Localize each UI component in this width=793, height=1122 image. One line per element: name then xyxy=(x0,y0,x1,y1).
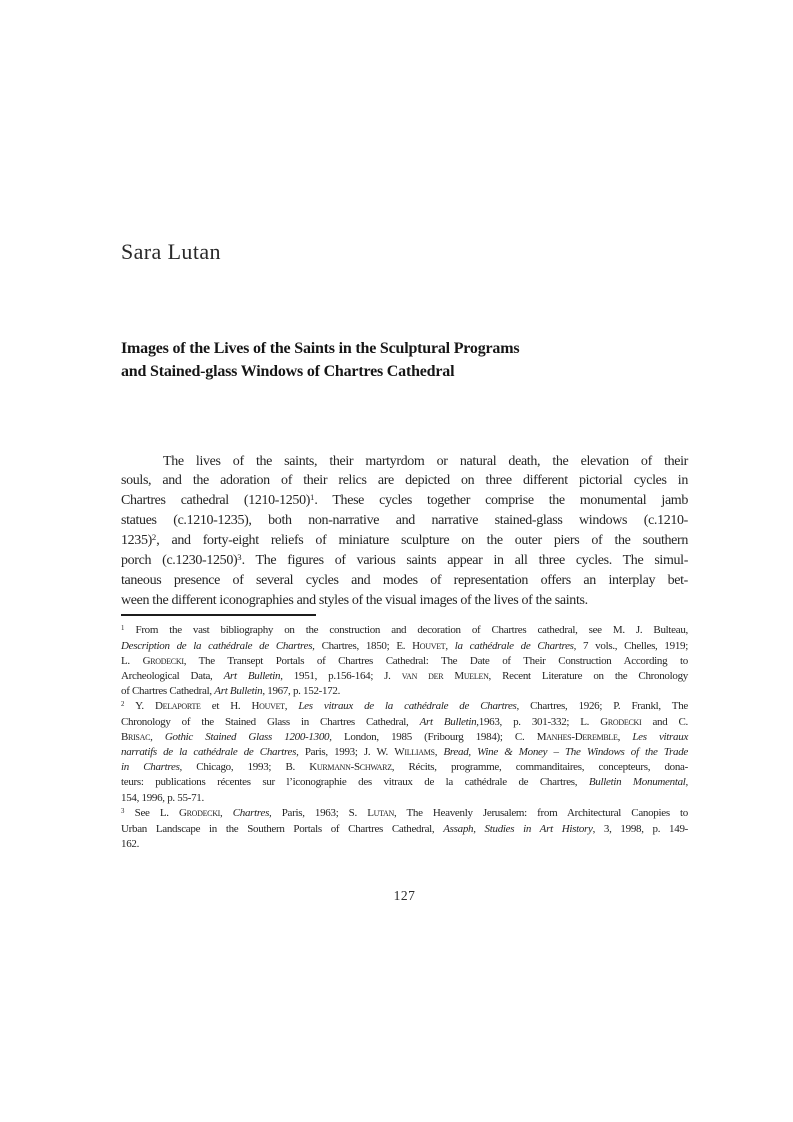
italic-text: Chartres, xyxy=(232,806,272,819)
text-run: Chartres, 1926; P. Frankl, The xyxy=(518,700,688,713)
text-run: Archeological Data, xyxy=(121,670,224,683)
italic-text: Bulletin Monumental, xyxy=(588,776,688,789)
text-run: 162. xyxy=(121,837,140,850)
text-run: and C. xyxy=(641,716,689,729)
body-line xyxy=(121,571,688,590)
text-run: , xyxy=(434,746,444,759)
footnote-line xyxy=(121,730,688,745)
body-paragraph xyxy=(121,452,688,610)
body-line xyxy=(121,491,688,511)
text-run: souls, and the adoration of their relics are depicted on three different pictorial cycles in xyxy=(121,473,688,489)
text-run: , xyxy=(284,700,299,713)
text-run: taneous presence of several cycles and modes of representation offers an interplay bet- xyxy=(121,573,688,589)
body-line xyxy=(121,471,688,490)
small-caps-name: Grodecki xyxy=(178,806,221,819)
footnote-line xyxy=(121,654,688,669)
footnote-2 xyxy=(121,699,688,805)
footnote-1 xyxy=(121,623,688,699)
footnote-line xyxy=(121,699,688,715)
superscript-marker: 1 xyxy=(121,624,125,632)
footnote-line xyxy=(121,715,688,730)
superscript-marker: 3 xyxy=(237,552,242,563)
footnote-separator-rule xyxy=(121,614,316,616)
italic-text: Art Bulletin, xyxy=(419,716,479,729)
italic-text: in Chartres, xyxy=(121,761,183,774)
body-line xyxy=(121,591,688,610)
small-caps-name: Grodecki xyxy=(142,655,184,668)
text-run: Paris, 1993; J. W. xyxy=(298,746,395,759)
text-run: , and forty-eight reliefs of miniature sculpture on the outer piers of the southern xyxy=(156,532,688,548)
italic-text: Description de la cathédrale de Chartres, xyxy=(121,640,315,653)
text-run: . These cycles together comprise the monumental jamb xyxy=(314,492,688,508)
text-run: 154, 1996, p. 55-71. xyxy=(121,791,204,804)
author-name: Sara Lutan xyxy=(121,239,221,264)
footnote-line xyxy=(121,639,688,654)
italic-text: Les vitraux de la cathédrale de Chartres, xyxy=(298,700,519,713)
small-caps-name: Grodecki xyxy=(600,716,642,729)
footnotes-section xyxy=(121,623,688,852)
body-line xyxy=(121,452,688,471)
italic-text: Art Bulletin xyxy=(214,685,263,698)
small-caps-name: Delaporte xyxy=(154,700,201,713)
text-run: The lives of the saints, their martyrdom or natural death, the elevation of their xyxy=(163,454,688,469)
small-caps-name: Brisac xyxy=(121,731,151,744)
text-run: Chartres cathedral (1210-1250) xyxy=(121,492,311,508)
title-line-1: Images of the Lives of the Saints in the Sculptural Programs xyxy=(121,340,520,357)
text-run: , xyxy=(445,640,455,653)
small-caps-name: Kurmann-Schwarz xyxy=(309,761,392,774)
footnote-line xyxy=(121,669,688,684)
footnote-line xyxy=(121,837,688,852)
text-run: , The Transept Portals of Chartres Cathedral: The Date of Their Construction According to xyxy=(183,655,688,668)
italic-text: Les vitraux xyxy=(632,731,689,744)
text-run: et H. xyxy=(200,700,252,713)
superscript-marker: 1 xyxy=(310,491,315,502)
footnote-3 xyxy=(121,806,688,852)
superscript-marker: 2 xyxy=(121,701,125,709)
small-caps-name: Houvet xyxy=(412,640,446,653)
text-run: , xyxy=(220,806,233,819)
footnote-line xyxy=(121,684,688,699)
article-title xyxy=(121,337,688,383)
small-caps-name: Lutan xyxy=(367,806,394,819)
text-run: Chronology of the Stained Glass in Chartres Cathedral, xyxy=(121,716,420,729)
superscript-marker: 2 xyxy=(151,531,157,542)
text-run: , Recent Literature on the Chronology xyxy=(488,670,688,683)
small-caps-name: van der Muelen xyxy=(401,670,489,683)
text-run: porch (c.1230-1250) xyxy=(121,553,238,569)
footnote-line xyxy=(121,760,688,775)
text-run: 1963, p. 301-332; L. xyxy=(478,716,601,729)
italic-text: Bread, Wine & Money – The Windows of the Trade xyxy=(443,746,688,759)
italic-text: narratifs de la cathédrale de Chartres, xyxy=(121,746,299,759)
text-run: , xyxy=(150,731,165,744)
text-run: teurs: publications récentes sur l’iconographie des vitraux de la cathédrale de Chartres, xyxy=(121,776,589,789)
italic-text: la cathédrale de Chartres, xyxy=(454,640,577,653)
text-run: of Chartres Cathedral, xyxy=(121,685,215,698)
footnote-line xyxy=(121,806,688,822)
text-run: , 3, 1998, p. 149- xyxy=(592,822,689,835)
title-line-2: and Stained-glass Windows of Chartres Cathedral xyxy=(121,363,455,380)
footnote-line xyxy=(121,745,688,760)
small-caps-name: Manhes-Deremble xyxy=(536,731,618,744)
text-run: statues (c.1210-1235), both non-narrative and narrative stained-glass windows (c.1210- xyxy=(121,513,688,529)
text-run: Chicago, 1993; B. xyxy=(182,761,310,774)
page-number: 127 xyxy=(393,888,416,903)
small-caps-name: Williams xyxy=(394,746,435,759)
text-run: ween the different iconographies and styles of the visual images of the lives of the saints. xyxy=(121,592,588,608)
body-line xyxy=(121,551,688,571)
text-run: From the vast bibliography on the construction and decoration of Chartres cathedral, see M. J. Bulteau, xyxy=(124,624,688,636)
text-run: . The figures of various saints appear in all three cycles. The simul- xyxy=(241,553,689,569)
text-run: Y. xyxy=(124,700,155,713)
text-run: , 1951, p.156-164; J. xyxy=(280,670,402,683)
text-run: , The Heavenly Jerusalem: from Architectural Canopies to xyxy=(394,806,689,819)
italic-text: Art Bulletin xyxy=(223,670,281,683)
body-line xyxy=(121,511,688,530)
text-run: Chartres, 1850; E. xyxy=(314,640,413,653)
small-caps-name: Houvet xyxy=(251,700,285,713)
text-run: Urban Landscape in the Southern Portals of Chartres Cathedral, xyxy=(121,822,444,835)
text-run: , Récits, programme, commanditaires, concepteurs, dona- xyxy=(391,761,688,774)
italic-text: Assaph, Studies in Art History xyxy=(443,822,593,835)
superscript-marker: 3 xyxy=(121,807,125,815)
text-run: Paris, 1963; S. xyxy=(271,806,368,819)
footnote-line xyxy=(121,775,688,790)
footnote-line xyxy=(121,791,688,806)
text-run: London, 1985 (Fribourg 1984); C. xyxy=(331,731,537,744)
footnote-line xyxy=(121,623,688,639)
text-run: See L. xyxy=(124,806,179,819)
text-run: , 1967, p. 152-172. xyxy=(262,685,341,698)
text-run: , xyxy=(617,731,633,744)
text-run: 1235) xyxy=(121,532,152,548)
italic-text: Gothic Stained Glass 1200-1300, xyxy=(164,731,332,744)
text-run: 7 vols., Chelles, 1919; xyxy=(576,640,688,653)
footnote-line xyxy=(121,822,688,837)
body-line xyxy=(121,531,688,551)
text-run: L. xyxy=(121,655,143,668)
